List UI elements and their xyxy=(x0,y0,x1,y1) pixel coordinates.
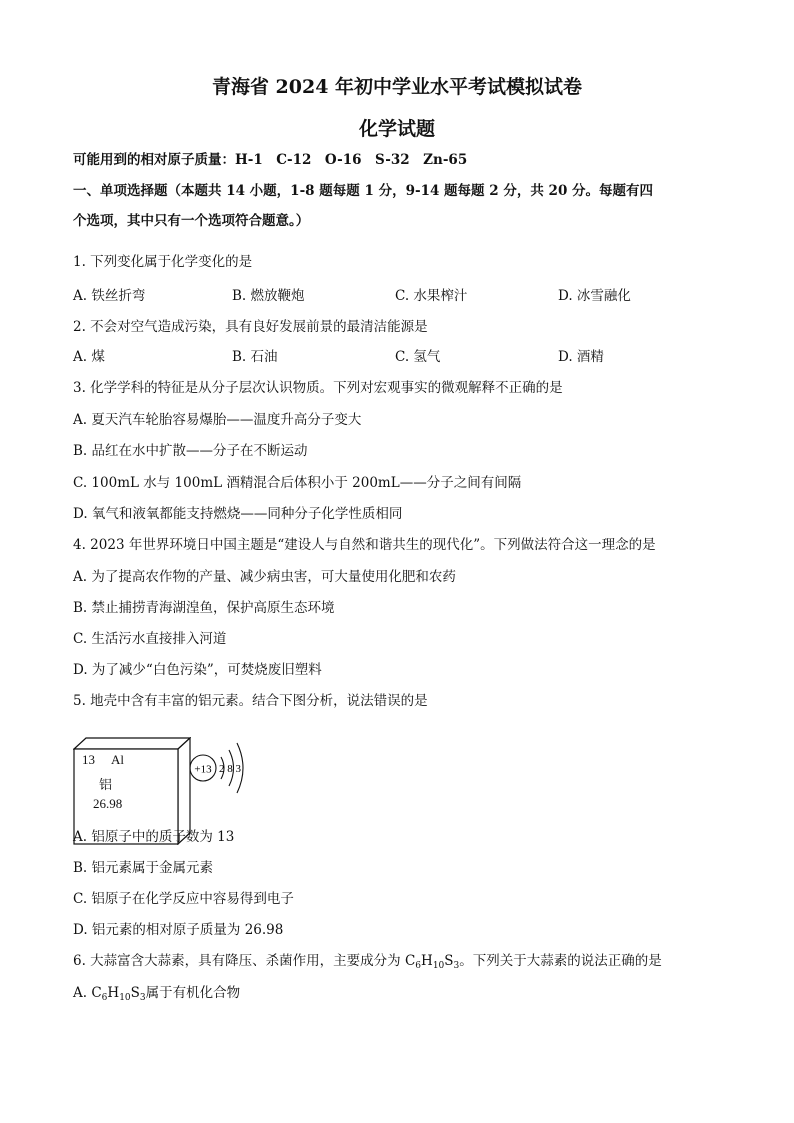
q6a-sub-s: 3 xyxy=(139,993,146,1003)
electron-shells: 2 8 3 xyxy=(219,763,241,775)
q5-option-b: B. 铝元素属于金属元素 xyxy=(73,860,214,876)
q5-stem: 5. 地壳中含有丰富的铝元素。结合下图分析，说法错误的是 xyxy=(73,693,428,709)
exam-subtitle: 化学试题 xyxy=(358,118,435,140)
q1-option-c: C. 水果榨汁 xyxy=(395,288,468,304)
atom-structure-diagram xyxy=(187,739,267,799)
q6-sub-s: 3 xyxy=(453,961,460,971)
q6a-sub-c: 6 xyxy=(101,993,108,1003)
atomic-masses: 可能用到的相对原子质量：H-1 C-12 O-16 S-32 Zn-65 xyxy=(73,152,468,168)
q1-option-b: B. 燃放鞭炮 xyxy=(232,288,305,304)
q3-option-d: D. 氧气和液氧都能支持燃烧——同种分子化学性质相同 xyxy=(73,506,403,522)
q4-option-b: B. 禁止捕捞青海湖湟鱼，保护高原生态环境 xyxy=(73,600,335,616)
q6-stem-pre: 6. 大蒜富含大蒜素，具有降压、杀菌作用，主要成分为 C xyxy=(73,953,416,969)
q2-option-a: A. 煤 xyxy=(73,349,105,365)
q4-option-d: D. 为了减少“白色污染”，可焚烧废旧塑料 xyxy=(73,662,322,678)
element-symbol: Al xyxy=(111,752,124,767)
q6-stem xyxy=(73,952,662,970)
q4-stem: 4. 2023 年世界环境日中国主题是“建设人与自然和谐共生的现代化”。下列做法符合这一理念的是 xyxy=(73,537,656,553)
section-heading-line2: 个选项，其中只有一个选项符合题意。） xyxy=(73,213,310,229)
q5-option-c: C. 铝原子在化学反应中容易得到电子 xyxy=(73,891,294,907)
q2-option-b: B. 石油 xyxy=(232,349,278,365)
q6a-h: H xyxy=(107,985,120,1001)
q3-option-b: B. 品红在水中扩散——分子在不断运动 xyxy=(73,443,308,459)
q6a-sub-h: 10 xyxy=(119,993,131,1003)
q6-s: S xyxy=(444,953,454,969)
q6-stem-post: 。下列关于大蒜素的说法正确的是 xyxy=(459,953,662,969)
q1-stem: 1. 下列变化属于化学变化的是 xyxy=(73,254,253,270)
exam-title: 青海省 2024 年初中学业水平考试模拟试卷 xyxy=(211,76,583,98)
atom-structure-graphic xyxy=(187,739,267,799)
q6-option-a-pre: A. C xyxy=(73,985,102,1001)
q6-option-a-post: 属于有机化合物 xyxy=(145,985,241,1001)
q3-option-c: C. 100mL 水与 100mL 酒精混合后体积小于 200mL——分子之间有间隔 xyxy=(73,475,522,491)
section-heading-line1: 一、单项选择题（本题共 14 小题，1-8 题每题 1 分，9-14 题每题 2 分，共 20 分。每题有四 xyxy=(73,183,654,199)
q6-option-a xyxy=(73,984,240,1002)
q2-option-d: D. 酒精 xyxy=(558,349,604,365)
q3-option-a: A. 夏天汽车轮胎容易爆胎——温度升高分子变大 xyxy=(73,412,362,428)
q2-stem: 2. 不会对空气造成污染，具有良好发展前景的最清洁能源是 xyxy=(73,319,428,335)
q3-stem: 3. 化学学科的特征是从分子层次认识物质。下列对宏观事实的微观解释不正确的是 xyxy=(73,380,563,396)
q4-option-c: C. 生活污水直接排入河道 xyxy=(73,631,227,647)
q1-option-d: D. 冰雪融化 xyxy=(558,288,631,304)
q4-option-a: A. 为了提高农作物的产量、减少病虫害，可大量使用化肥和农药 xyxy=(73,569,456,585)
element-atomic-number: 13 xyxy=(82,752,95,767)
nucleus-charge: +13 xyxy=(194,763,212,776)
q2-option-c: C. 氢气 xyxy=(395,349,441,365)
q6-h: H xyxy=(421,953,433,969)
q6a-s: S xyxy=(130,985,140,1001)
q5-option-a: A. 铝原子中的质子数为 13 xyxy=(73,829,235,845)
q1-option-a: A. 铁丝折弯 xyxy=(73,288,146,304)
q6-sub-c: 6 xyxy=(415,961,422,971)
element-name: 铝 xyxy=(99,777,113,792)
element-atomic-mass: 26.98 xyxy=(93,796,123,811)
q6-sub-h: 10 xyxy=(432,961,445,971)
q5-option-d: D. 铝元素的相对原子质量为 26.98 xyxy=(73,922,284,938)
